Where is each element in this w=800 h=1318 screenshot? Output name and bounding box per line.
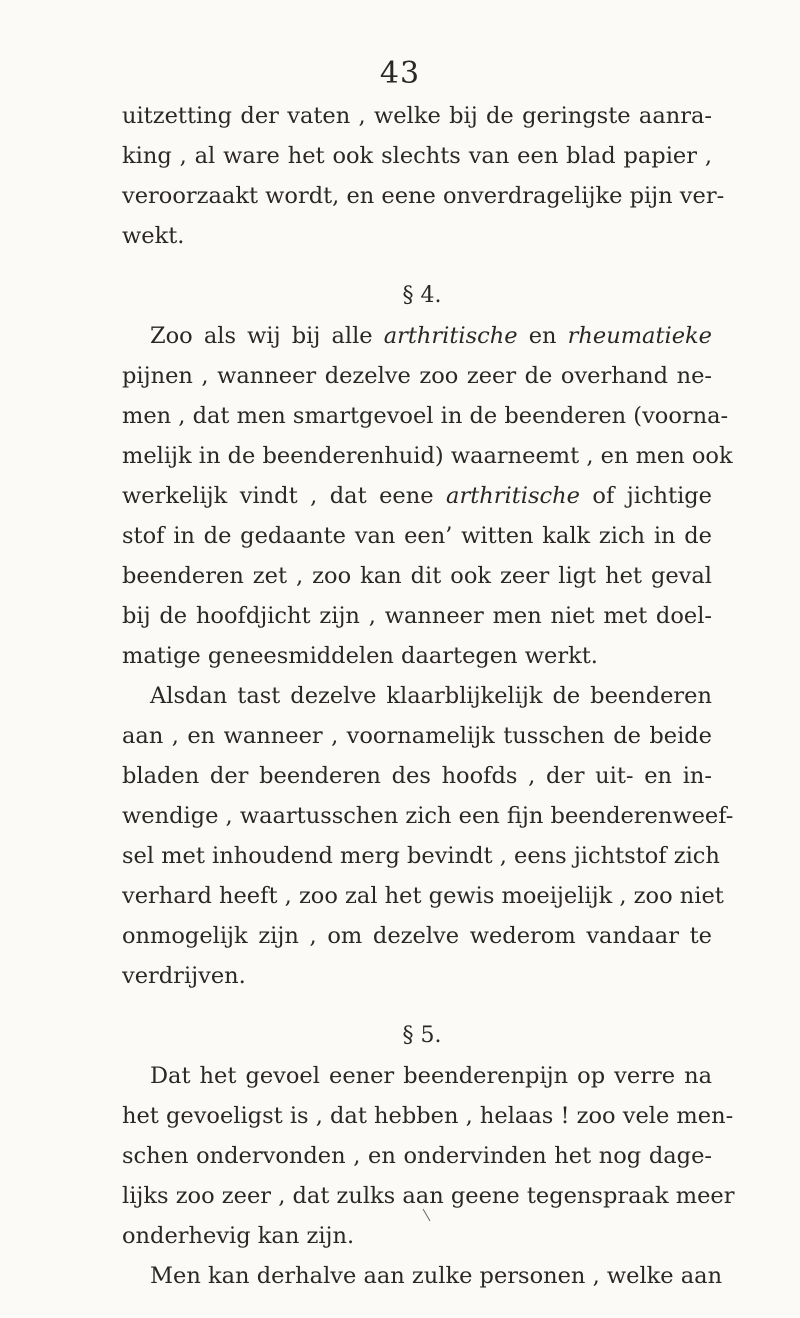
italic-term: arthritische bbox=[446, 483, 580, 509]
text-line: bladen der beenderen des hoofds , der uit- en in- bbox=[122, 763, 712, 789]
text-line: veroorzaakt wordt, en eene onverdragelijke pijn ver- bbox=[122, 183, 725, 209]
text-line: pijnen , wanneer dezelve zoo zeer de overhand ne- bbox=[122, 363, 712, 389]
text-line: stof in de gedaante van een’ witten kalk zich in de bbox=[122, 523, 712, 549]
text-line: matige geneesmiddelen daartegen werkt. bbox=[122, 643, 598, 669]
text-line: het gevoeligst is , dat hebben , helaas ! zoo vele men- bbox=[122, 1103, 734, 1129]
text-line: werkelijk vindt , dat eene arthritische of jichtige bbox=[122, 483, 712, 509]
text-line: onderhevig kan zijn. bbox=[122, 1223, 355, 1249]
text-line: verdrijven. bbox=[122, 963, 246, 989]
text-line: Alsdan tast dezelve klaarblijkelijk de beenderen bbox=[150, 683, 712, 709]
page-number: 43 bbox=[379, 56, 421, 91]
text-line: men , dat men smartgevoel in de beenderen (voorna- bbox=[122, 403, 729, 429]
text-line: wekt. bbox=[122, 223, 185, 249]
text-line: uitzetting der vaten , welke bij de geringste aanra- bbox=[122, 103, 712, 129]
section-heading-5: § 5. bbox=[402, 1023, 442, 1048]
text-line: lijks zoo zeer , dat zulks aan geene tegenspraak meer bbox=[122, 1183, 735, 1209]
text-line: wendige , waartusschen zich een fijn beenderenweef- bbox=[122, 803, 734, 829]
text-line: onmogelijk zijn , om dezelve wederom vandaar te bbox=[122, 923, 712, 949]
text-line: beenderen zet , zoo kan dit ook zeer ligt het geval bbox=[122, 563, 712, 589]
text-line: schen ondervonden , en ondervinden het nog dage- bbox=[122, 1143, 712, 1169]
text-line: Dat het gevoel eener beenderenpijn op verre na bbox=[150, 1063, 712, 1089]
section-heading-4: § 4. bbox=[402, 283, 442, 308]
text-line: Men kan derhalve aan zulke personen , welke aan bbox=[150, 1263, 723, 1289]
text-line: bij de hoofdjicht zijn , wanneer men niet met doel- bbox=[122, 603, 712, 629]
text-line: verhard heeft , zoo zal het gewis moeijelijk , zoo niet bbox=[122, 883, 724, 909]
italic-term: rheumatieke bbox=[567, 323, 712, 349]
text-line: aan , en wanneer , voornamelijk tusschen de beide bbox=[122, 723, 712, 749]
text-line: Zoo als wij bij alle arthritische en rheumatieke bbox=[150, 323, 712, 349]
body-text bbox=[122, 96, 735, 1296]
text-line: king , al ware het ook slechts van een blad papier , bbox=[122, 143, 712, 169]
text-line: melijk in de beenderenhuid) waarneemt , en men ook bbox=[122, 443, 733, 469]
text-line: sel met inhoudend merg bevindt , eens jichtstof zich bbox=[122, 843, 720, 869]
italic-term: arthritische bbox=[383, 323, 518, 349]
